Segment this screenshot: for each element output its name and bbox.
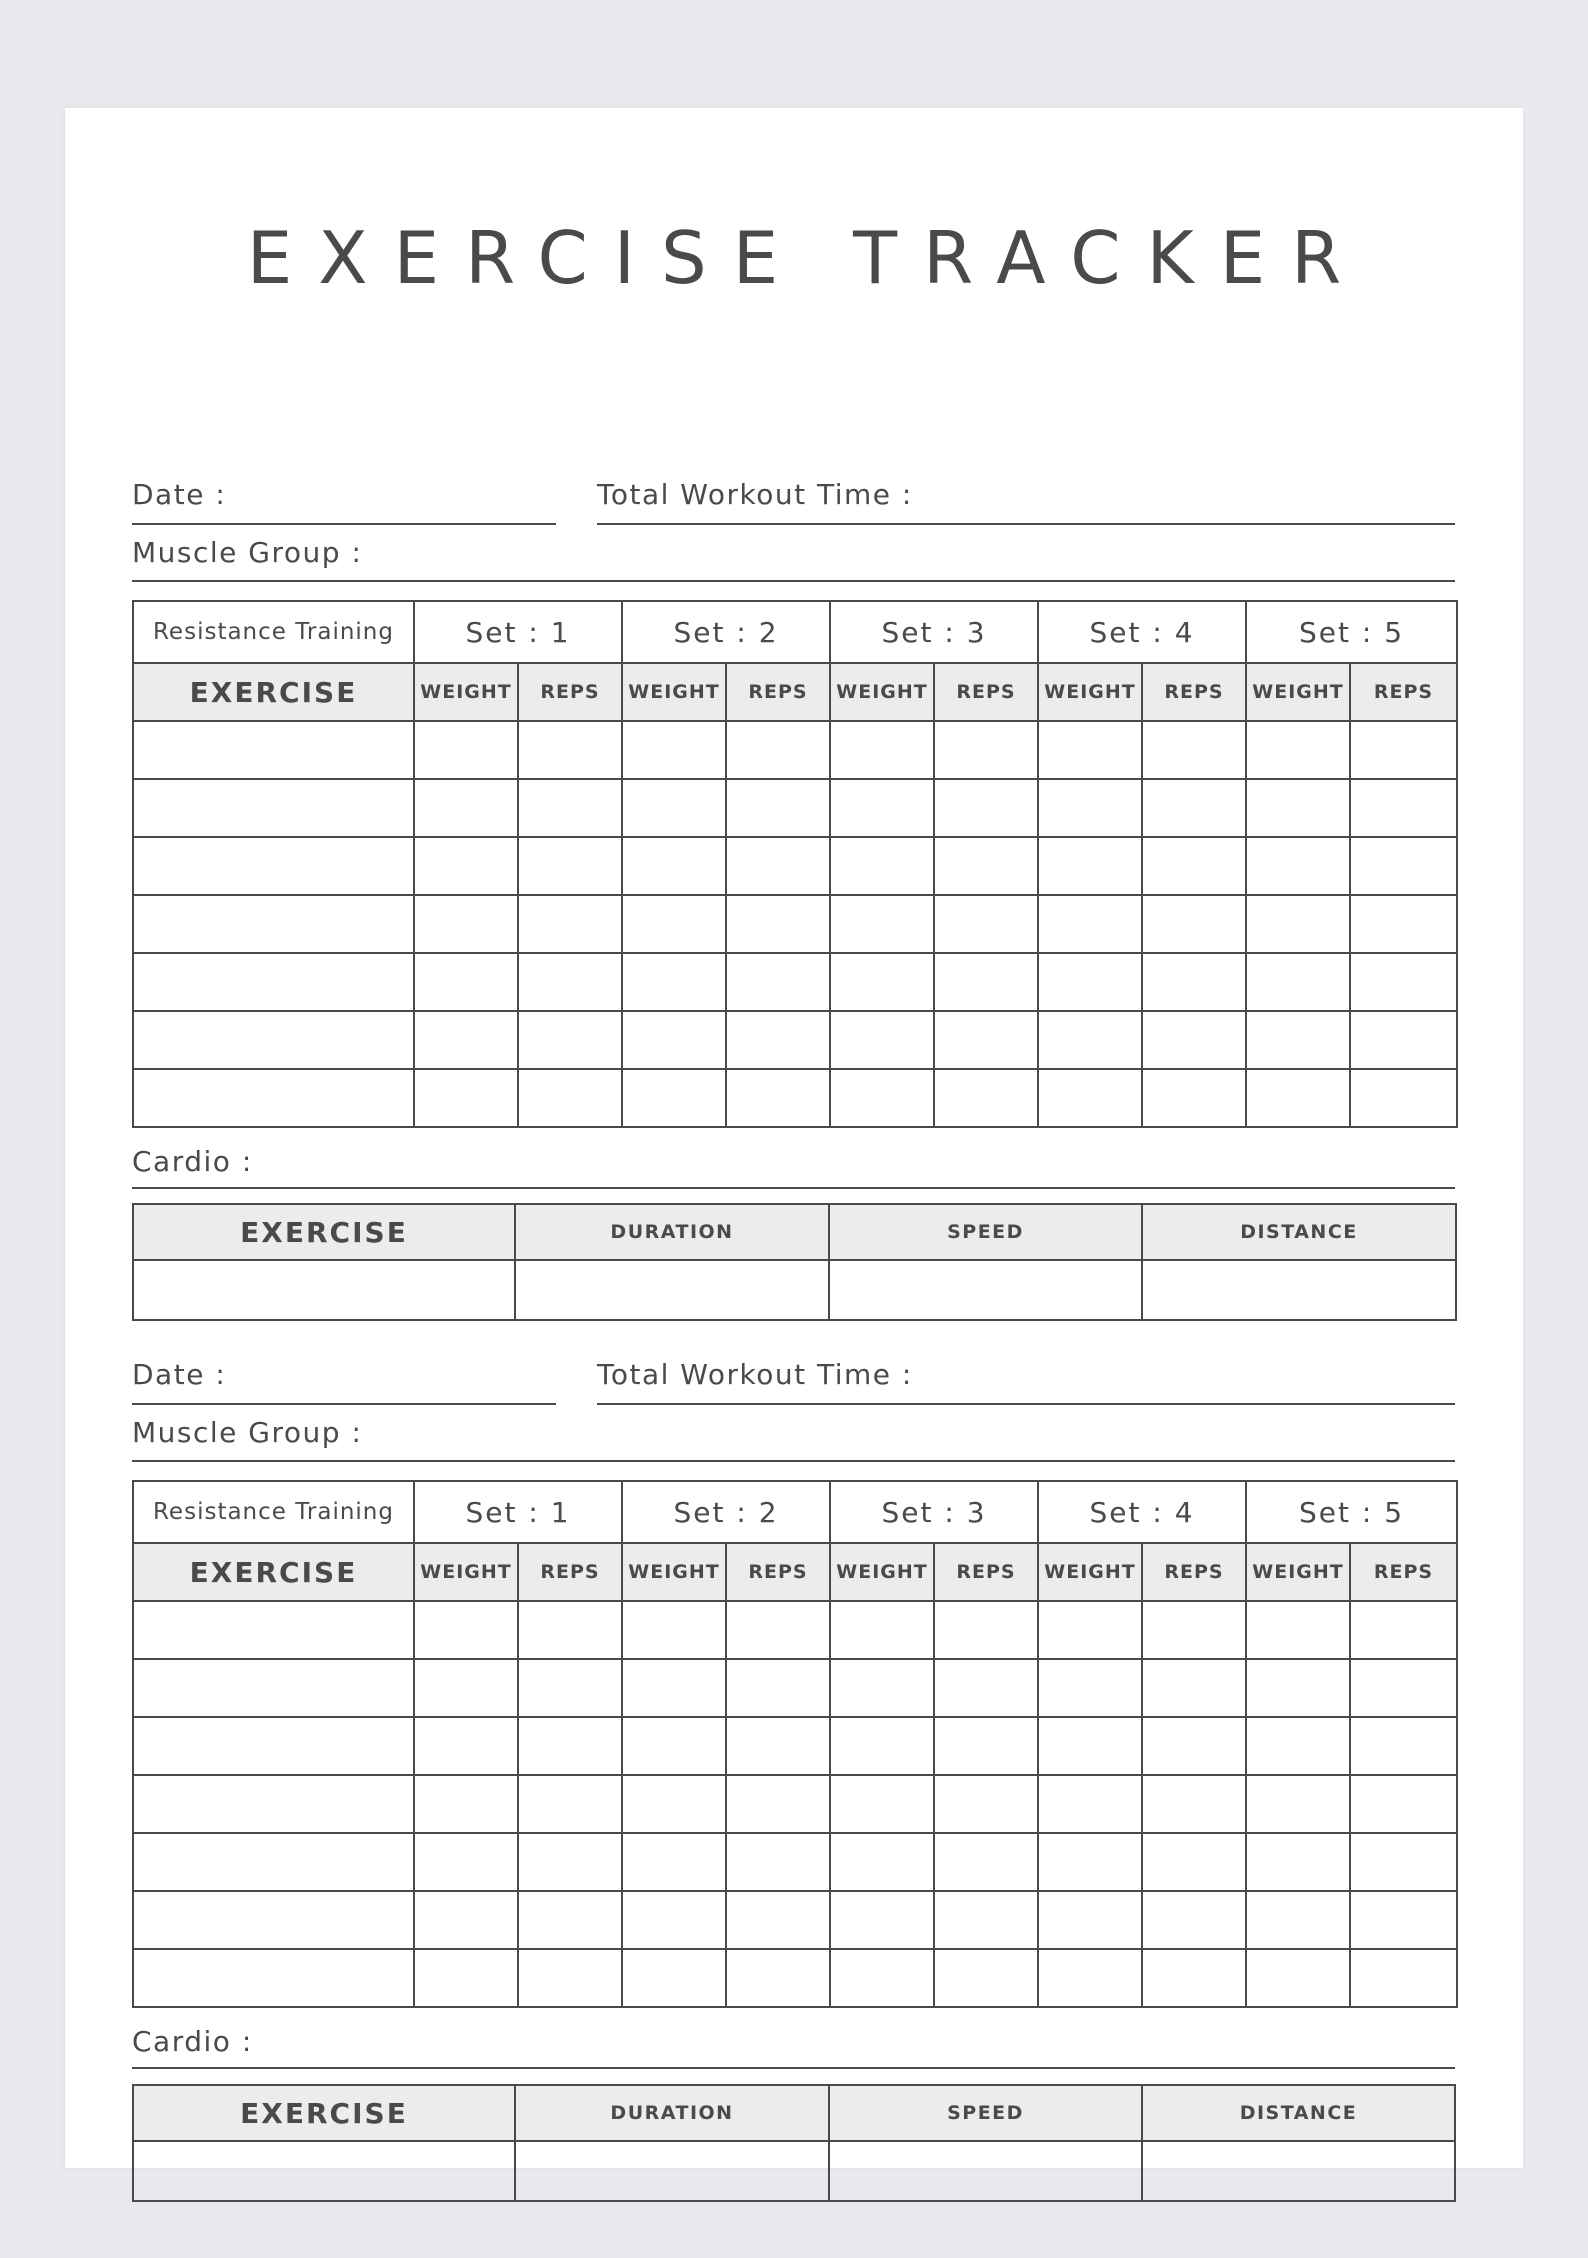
blank-entry-cell[interactable]	[934, 1891, 1038, 1949]
cardio-field[interactable]	[132, 2067, 1455, 2069]
date-label: Date :	[132, 478, 227, 511]
weight-column-header: WEIGHT	[622, 1543, 726, 1601]
set-3-header: Set : 3	[830, 601, 1038, 663]
blank-entry-cell[interactable]	[830, 1833, 934, 1891]
cardio-field[interactable]	[132, 1187, 1455, 1189]
blank-entry-cell[interactable]	[830, 1069, 934, 1127]
blank-entry-cell[interactable]	[133, 837, 414, 895]
blank-entry-cell[interactable]	[1246, 1069, 1350, 1127]
blank-entry-cell[interactable]	[934, 779, 1038, 837]
exercise-column-header: EXERCISE	[133, 1543, 414, 1601]
blank-entry-cell[interactable]	[414, 1717, 518, 1775]
blank-entry-cell[interactable]	[518, 837, 622, 895]
blank-entry-cell[interactable]	[934, 1717, 1038, 1775]
blank-entry-cell[interactable]	[622, 1011, 726, 1069]
blank-entry-cell[interactable]	[622, 1949, 726, 2007]
blank-entry-cell[interactable]	[1142, 1775, 1246, 1833]
blank-entry-cell[interactable]	[726, 721, 830, 779]
muscle-group-field[interactable]	[132, 1460, 1455, 1462]
blank-entry-cell[interactable]	[1246, 779, 1350, 837]
blank-entry-cell[interactable]	[133, 953, 414, 1011]
cardio-label: Cardio :	[132, 1145, 253, 1178]
blank-entry-cell[interactable]	[1246, 1891, 1350, 1949]
blank-entry-cell[interactable]	[1142, 1891, 1246, 1949]
blank-entry-cell[interactable]	[133, 1949, 414, 2007]
date-field[interactable]	[132, 523, 556, 525]
blank-entry-cell[interactable]	[518, 721, 622, 779]
blank-entry-cell[interactable]	[1038, 1659, 1142, 1717]
blank-entry-cell[interactable]	[1350, 953, 1457, 1011]
blank-entry-cell[interactable]	[518, 1011, 622, 1069]
blank-entry-cell[interactable]	[518, 1891, 622, 1949]
blank-entry-cell[interactable]	[622, 721, 726, 779]
distance-header: DISTANCE	[1142, 1204, 1456, 1260]
blank-entry-cell[interactable]	[622, 1833, 726, 1891]
blank-entry-cell[interactable]	[1038, 1601, 1142, 1659]
blank-entry-cell[interactable]	[518, 895, 622, 953]
blank-entry-cell[interactable]	[622, 1601, 726, 1659]
weight-column-header: WEIGHT	[414, 1543, 518, 1601]
blank-entry-cell[interactable]	[133, 1601, 414, 1659]
blank-entry-cell[interactable]	[934, 1601, 1038, 1659]
reps-column-header: REPS	[1350, 1543, 1457, 1601]
table-row	[133, 1659, 1457, 1717]
blank-entry-cell[interactable]	[1246, 1833, 1350, 1891]
blank-entry-cell[interactable]	[830, 1717, 934, 1775]
speed-header: SPEED	[829, 1204, 1142, 1260]
weight-column-header: WEIGHT	[1246, 663, 1350, 721]
blank-entry-cell[interactable]	[414, 1949, 518, 2007]
weight-column-header: WEIGHT	[830, 1543, 934, 1601]
blank-entry-cell[interactable]	[1142, 1011, 1246, 1069]
blank-entry-cell[interactable]	[1038, 1891, 1142, 1949]
blank-entry-cell[interactable]	[1142, 1833, 1246, 1891]
blank-entry-cell[interactable]	[515, 2141, 829, 2201]
blank-entry-cell[interactable]	[726, 1833, 830, 1891]
table-row	[133, 895, 1457, 953]
weight-column-header: WEIGHT	[622, 663, 726, 721]
blank-entry-cell[interactable]	[1038, 721, 1142, 779]
set-3-header: Set : 3	[830, 1481, 1038, 1543]
blank-entry-cell[interactable]	[1142, 779, 1246, 837]
reps-column-header: REPS	[1142, 1543, 1246, 1601]
cardio-label: Cardio :	[132, 2025, 253, 2058]
blank-entry-cell[interactable]	[934, 895, 1038, 953]
workout-section-1	[132, 358, 1455, 1328]
blank-entry-cell[interactable]	[1038, 837, 1142, 895]
blank-entry-cell[interactable]	[414, 1891, 518, 1949]
blank-entry-cell[interactable]	[1142, 1601, 1246, 1659]
blank-entry-cell[interactable]	[934, 1069, 1038, 1127]
resistance-training-label: Resistance Training	[133, 601, 414, 663]
blank-entry-cell[interactable]	[1038, 1717, 1142, 1775]
table-row	[133, 837, 1457, 895]
exercise-column-header: EXERCISE	[133, 663, 414, 721]
set-header-row	[133, 601, 1457, 663]
blank-entry-cell[interactable]	[726, 1011, 830, 1069]
blank-entry-cell[interactable]	[518, 1833, 622, 1891]
table-row	[133, 779, 1457, 837]
blank-entry-cell[interactable]	[622, 1069, 726, 1127]
table-row	[133, 1717, 1457, 1775]
blank-entry-cell[interactable]	[1142, 1069, 1246, 1127]
tracker-sheet	[65, 108, 1523, 2168]
set-1-header: Set : 1	[414, 601, 622, 663]
blank-entry-cell[interactable]	[830, 779, 934, 837]
blank-entry-cell[interactable]	[414, 1011, 518, 1069]
set-header-row	[133, 1481, 1457, 1543]
total-workout-time-label: Total Workout Time :	[597, 478, 913, 511]
reps-column-header: REPS	[726, 663, 830, 721]
blank-entry-cell[interactable]	[622, 895, 726, 953]
blank-entry-cell[interactable]	[830, 1601, 934, 1659]
blank-entry-cell[interactable]	[1038, 1833, 1142, 1891]
table-row	[133, 1833, 1457, 1891]
blank-entry-cell[interactable]	[726, 1069, 830, 1127]
blank-entry-cell[interactable]	[133, 1011, 414, 1069]
blank-entry-cell[interactable]	[1246, 1717, 1350, 1775]
weight-column-header: WEIGHT	[414, 663, 518, 721]
blank-entry-cell[interactable]	[414, 953, 518, 1011]
cardio-header-row	[133, 2085, 1455, 2141]
speed-header: SPEED	[829, 2085, 1142, 2141]
blank-entry-cell[interactable]	[133, 1833, 414, 1891]
cardio-table	[132, 2084, 1456, 2202]
blank-entry-cell[interactable]	[518, 1659, 622, 1717]
blank-entry-cell[interactable]	[1142, 1949, 1246, 2007]
blank-entry-cell[interactable]	[1350, 895, 1457, 953]
blank-entry-cell[interactable]	[133, 721, 414, 779]
blank-entry-cell[interactable]	[414, 721, 518, 779]
blank-entry-cell[interactable]	[1350, 1659, 1457, 1717]
duration-header: DURATION	[515, 1204, 829, 1260]
blank-entry-cell[interactable]	[1038, 779, 1142, 837]
blank-entry-cell[interactable]	[1350, 837, 1457, 895]
blank-entry-cell[interactable]	[1142, 1659, 1246, 1717]
weight-column-header: WEIGHT	[1038, 1543, 1142, 1601]
blank-entry-cell[interactable]	[934, 837, 1038, 895]
blank-entry-cell[interactable]	[726, 1717, 830, 1775]
set-2-header: Set : 2	[622, 1481, 830, 1543]
blank-entry-cell[interactable]	[414, 1601, 518, 1659]
blank-entry-cell[interactable]	[934, 953, 1038, 1011]
blank-entry-cell[interactable]	[414, 779, 518, 837]
reps-column-header: REPS	[1350, 663, 1457, 721]
blank-entry-cell[interactable]	[133, 895, 414, 953]
blank-entry-cell[interactable]	[1350, 721, 1457, 779]
table-row	[133, 953, 1457, 1011]
blank-entry-cell[interactable]	[726, 837, 830, 895]
cardio-exercise-header: EXERCISE	[133, 1204, 515, 1260]
blank-entry-cell[interactable]	[830, 1949, 934, 2007]
table-row	[133, 2141, 1455, 2201]
blank-entry-cell[interactable]	[726, 1891, 830, 1949]
blank-entry-cell[interactable]	[726, 953, 830, 1011]
blank-entry-cell[interactable]	[1350, 1949, 1457, 2007]
table-row	[133, 1775, 1457, 1833]
blank-entry-cell[interactable]	[622, 1775, 726, 1833]
table-row	[133, 721, 1457, 779]
blank-entry-cell[interactable]	[518, 1775, 622, 1833]
blank-entry-cell[interactable]	[414, 1833, 518, 1891]
blank-entry-cell[interactable]	[726, 779, 830, 837]
blank-entry-cell[interactable]	[622, 779, 726, 837]
set-2-header: Set : 2	[622, 601, 830, 663]
blank-entry-cell[interactable]	[830, 1891, 934, 1949]
blank-entry-cell[interactable]	[1246, 1775, 1350, 1833]
blank-entry-cell[interactable]	[1246, 895, 1350, 953]
table-row	[133, 1891, 1457, 1949]
blank-entry-cell[interactable]	[1142, 2141, 1455, 2201]
blank-entry-cell[interactable]	[726, 1659, 830, 1717]
blank-entry-cell[interactable]	[622, 1891, 726, 1949]
blank-entry-cell[interactable]	[1142, 837, 1246, 895]
date-field[interactable]	[132, 1403, 556, 1405]
blank-entry-cell[interactable]	[934, 1949, 1038, 2007]
total-workout-time-label: Total Workout Time :	[597, 1358, 913, 1391]
blank-entry-cell[interactable]	[1350, 1011, 1457, 1069]
blank-entry-cell[interactable]	[726, 1949, 830, 2007]
blank-entry-cell[interactable]	[414, 1069, 518, 1127]
blank-entry-cell[interactable]	[1350, 1833, 1457, 1891]
blank-entry-cell[interactable]	[414, 895, 518, 953]
blank-entry-cell[interactable]	[414, 1659, 518, 1717]
blank-entry-cell[interactable]	[934, 1659, 1038, 1717]
blank-entry-cell[interactable]	[622, 837, 726, 895]
blank-entry-cell[interactable]	[830, 895, 934, 953]
blank-entry-cell[interactable]	[1350, 1601, 1457, 1659]
blank-entry-cell[interactable]	[133, 779, 414, 837]
blank-entry-cell[interactable]	[518, 779, 622, 837]
blank-entry-cell[interactable]	[622, 953, 726, 1011]
blank-entry-cell[interactable]	[1350, 1069, 1457, 1127]
resistance-training-label: Resistance Training	[133, 1481, 414, 1543]
blank-entry-cell[interactable]	[1038, 1069, 1142, 1127]
total-workout-time-field[interactable]	[597, 523, 1455, 525]
total-workout-time-field[interactable]	[597, 1403, 1455, 1405]
blank-entry-cell[interactable]	[934, 1833, 1038, 1891]
blank-entry-cell[interactable]	[1142, 895, 1246, 953]
blank-entry-cell[interactable]	[1038, 1949, 1142, 2007]
blank-entry-cell[interactable]	[133, 1775, 414, 1833]
distance-header: DISTANCE	[1142, 2085, 1455, 2141]
blank-entry-cell[interactable]	[830, 721, 934, 779]
reps-column-header: REPS	[518, 663, 622, 721]
blank-entry-cell[interactable]	[1142, 1717, 1246, 1775]
set-5-header: Set : 5	[1246, 1481, 1457, 1543]
blank-entry-cell[interactable]	[1246, 1601, 1350, 1659]
blank-entry-cell[interactable]	[1350, 1775, 1457, 1833]
blank-entry-cell[interactable]	[1246, 953, 1350, 1011]
blank-entry-cell[interactable]	[133, 1659, 414, 1717]
blank-entry-cell[interactable]	[414, 837, 518, 895]
set-4-header: Set : 4	[1038, 601, 1246, 663]
weight-column-header: WEIGHT	[830, 663, 934, 721]
set-1-header: Set : 1	[414, 1481, 622, 1543]
blank-entry-cell[interactable]	[830, 953, 934, 1011]
column-header-row	[133, 663, 1457, 721]
reps-column-header: REPS	[518, 1543, 622, 1601]
table-row	[133, 1601, 1457, 1659]
muscle-group-label: Muscle Group :	[132, 1416, 363, 1449]
weight-column-header: WEIGHT	[1038, 663, 1142, 721]
workout-section-2	[132, 1239, 1455, 2168]
set-4-header: Set : 4	[1038, 1481, 1246, 1543]
blank-entry-cell[interactable]	[830, 837, 934, 895]
blank-entry-cell[interactable]	[518, 1949, 622, 2007]
blank-entry-cell[interactable]	[1350, 1891, 1457, 1949]
resistance-training-table	[132, 1480, 1458, 2008]
resistance-training-table	[132, 600, 1458, 1128]
blank-entry-cell[interactable]	[1246, 1659, 1350, 1717]
blank-entry-cell[interactable]	[133, 1069, 414, 1127]
blank-entry-cell[interactable]	[518, 953, 622, 1011]
blank-entry-cell[interactable]	[1246, 837, 1350, 895]
duration-header: DURATION	[515, 2085, 829, 2141]
blank-entry-cell[interactable]	[830, 1011, 934, 1069]
blank-entry-cell[interactable]	[1350, 779, 1457, 837]
blank-entry-cell[interactable]	[1038, 1775, 1142, 1833]
blank-entry-cell[interactable]	[1246, 1949, 1350, 2007]
blank-entry-cell[interactable]	[1038, 1011, 1142, 1069]
blank-entry-cell[interactable]	[934, 721, 1038, 779]
date-label: Date :	[132, 1358, 227, 1391]
cardio-exercise-header: EXERCISE	[133, 2085, 515, 2141]
blank-entry-cell[interactable]	[1142, 721, 1246, 779]
blank-entry-cell[interactable]	[518, 1601, 622, 1659]
blank-entry-cell[interactable]	[414, 1775, 518, 1833]
table-row	[133, 1011, 1457, 1069]
blank-entry-cell[interactable]	[830, 1659, 934, 1717]
blank-entry-cell[interactable]	[830, 1775, 934, 1833]
blank-entry-cell[interactable]	[133, 2141, 515, 2201]
blank-entry-cell[interactable]	[518, 1069, 622, 1127]
blank-entry-cell[interactable]	[726, 1775, 830, 1833]
blank-entry-cell[interactable]	[1350, 1717, 1457, 1775]
blank-entry-cell[interactable]	[934, 1011, 1038, 1069]
blank-entry-cell[interactable]	[726, 1601, 830, 1659]
blank-entry-cell[interactable]	[518, 1717, 622, 1775]
blank-entry-cell[interactable]	[133, 1717, 414, 1775]
blank-entry-cell[interactable]	[726, 895, 830, 953]
blank-entry-cell[interactable]	[1246, 1011, 1350, 1069]
blank-entry-cell[interactable]	[829, 2141, 1142, 2201]
blank-entry-cell[interactable]	[934, 1775, 1038, 1833]
weight-column-header: WEIGHT	[1246, 1543, 1350, 1601]
column-header-row	[133, 1543, 1457, 1601]
blank-entry-cell[interactable]	[1038, 953, 1142, 1011]
page-title: EXERCISE TRACKER	[246, 216, 1368, 300]
blank-entry-cell[interactable]	[1038, 895, 1142, 953]
muscle-group-label: Muscle Group :	[132, 536, 363, 569]
reps-column-header: REPS	[934, 663, 1038, 721]
blank-entry-cell[interactable]	[622, 1717, 726, 1775]
reps-column-header: REPS	[726, 1543, 830, 1601]
blank-entry-cell[interactable]	[622, 1659, 726, 1717]
blank-entry-cell[interactable]	[133, 1891, 414, 1949]
reps-column-header: REPS	[1142, 663, 1246, 721]
table-row	[133, 1069, 1457, 1127]
blank-entry-cell[interactable]	[1142, 953, 1246, 1011]
reps-column-header: REPS	[934, 1543, 1038, 1601]
muscle-group-field[interactable]	[132, 580, 1455, 582]
set-5-header: Set : 5	[1246, 601, 1457, 663]
blank-entry-cell[interactable]	[1246, 721, 1350, 779]
table-row	[133, 1949, 1457, 2007]
